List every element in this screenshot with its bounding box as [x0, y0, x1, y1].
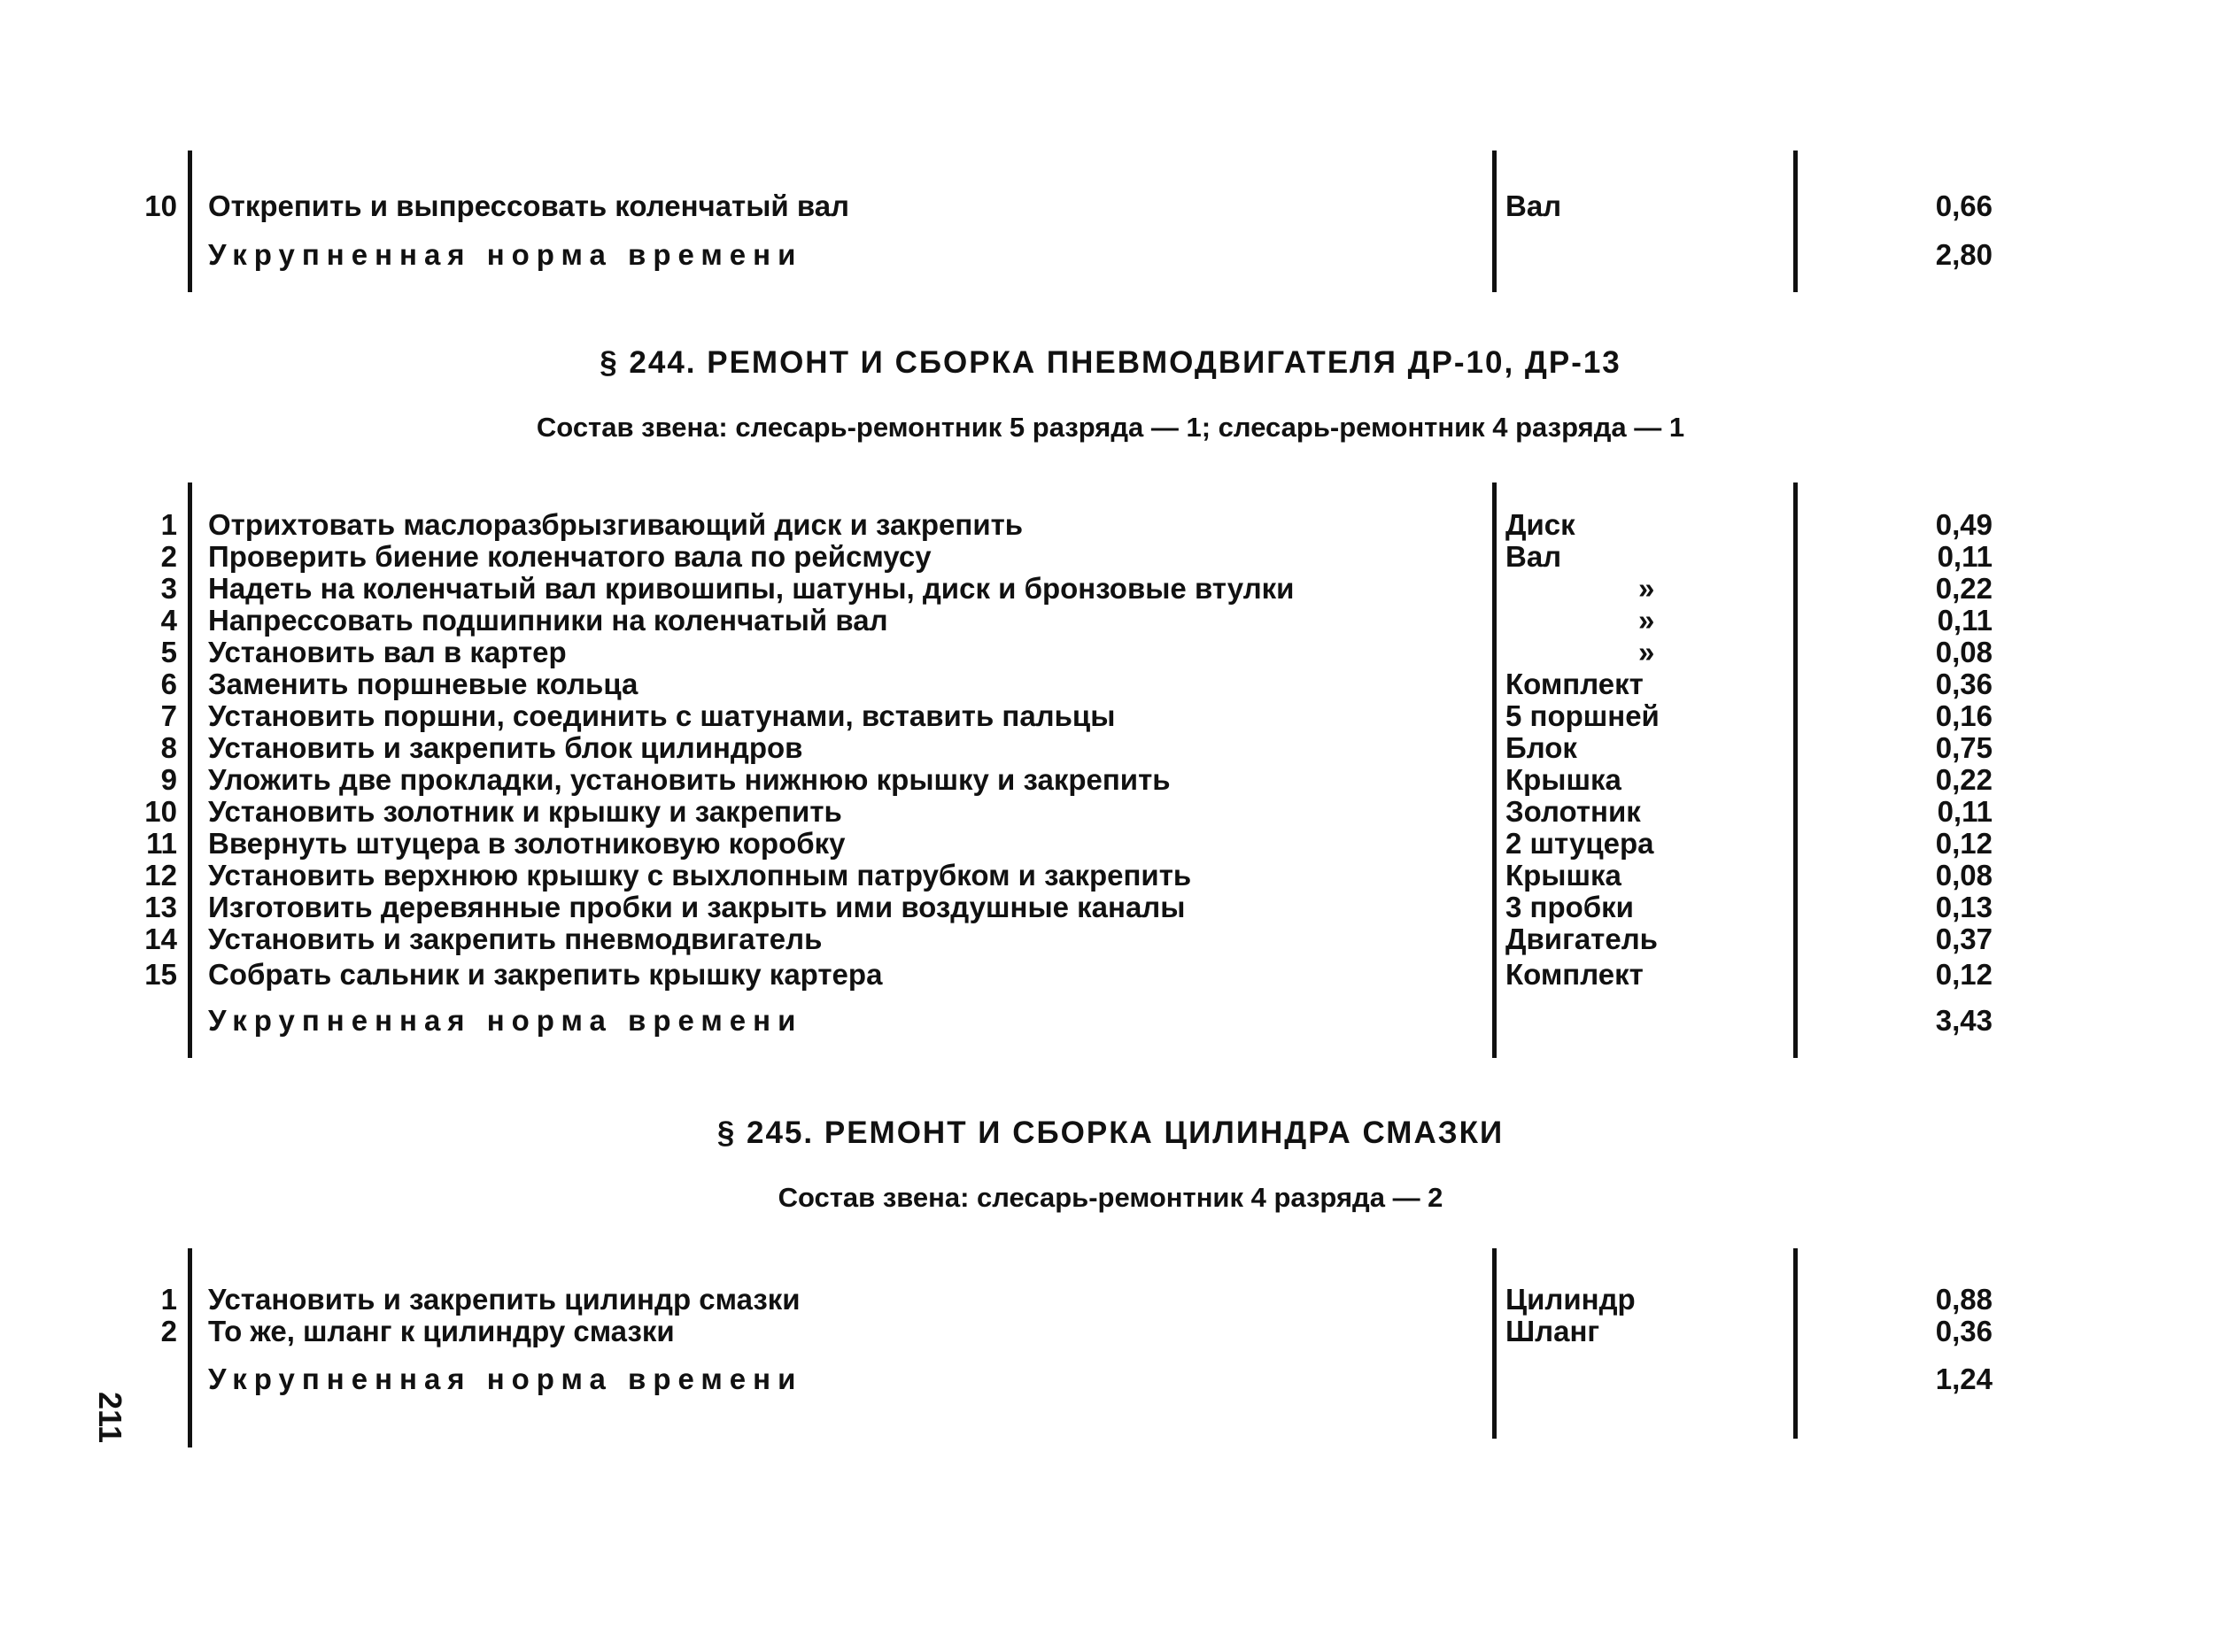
row-unit: Блок [1505, 731, 1577, 764]
row-unit: Комплект [1505, 668, 1644, 700]
table-row [133, 605, 2028, 637]
table-row [133, 573, 2028, 605]
row-value: 0,88 [1935, 1283, 1993, 1316]
crew-composition-245: Состав звена: слесарь-ремонтник 4 разряда — 2 [778, 1182, 1443, 1213]
row-value: 0,36 [1935, 668, 1993, 700]
row-value: 0,11 [1937, 604, 1993, 637]
table-row [133, 764, 2028, 796]
section-245-table [133, 1248, 2028, 1447]
top-table [133, 151, 2028, 292]
row-number: 7 [160, 699, 177, 732]
section-heading-245: § 245. РЕМОНТ И СБОРКА ЦИЛИНДРА СМАЗКИ [716, 1115, 1505, 1150]
row-number: 8 [160, 731, 177, 764]
row-unit-ditto: » [1638, 636, 1655, 668]
row-value: 0,75 [1935, 731, 1993, 764]
table-row [133, 959, 2028, 991]
table-row [133, 509, 2028, 541]
row-description: Уложить две прокладки, установить нижнюю крышку и закрепить [208, 763, 1171, 796]
total-label: Укрупненная норма времени [208, 1004, 803, 1037]
table-row [133, 1316, 2028, 1347]
total-row [133, 1005, 2028, 1037]
row-number: 4 [160, 604, 177, 637]
row-description: Отрихтовать маслоразбрызгивающий диск и закрепить [208, 508, 1024, 541]
row-unit: 3 пробки [1505, 891, 1634, 923]
row-description: Установить и закрепить блок цилиндров [208, 731, 803, 764]
row-number: 12 [144, 859, 177, 892]
row-number: 10 [144, 189, 177, 222]
total-label: Укрупненная норма времени [208, 1363, 803, 1395]
row-number: 3 [160, 572, 177, 605]
row-unit-ditto: » [1638, 604, 1655, 637]
row-value: 0,12 [1935, 958, 1993, 991]
table-row [133, 732, 2028, 764]
row-description: То же, шланг к цилиндру смазки [208, 1315, 675, 1347]
row-unit: Шланг [1505, 1315, 1600, 1347]
row-description: Напрессовать подшипники на коленчатый вал [208, 604, 888, 637]
row-value: 0,66 [1935, 189, 1993, 222]
column-divider-left [188, 1248, 192, 1447]
table-row [133, 828, 2028, 860]
total-value: 3,43 [1935, 1004, 1993, 1037]
table-row [133, 796, 2028, 828]
row-value: 0,37 [1935, 922, 1993, 955]
row-number: 14 [144, 922, 177, 955]
row-number: 2 [160, 540, 177, 573]
row-value: 0,13 [1935, 891, 1993, 923]
row-description: Ввернуть штуцера в золотниковую коробку [208, 827, 846, 860]
row-value: 0,11 [1937, 540, 1993, 573]
row-value: 0,36 [1935, 1315, 1993, 1347]
section-244-table [133, 482, 2028, 1058]
table-row [133, 1284, 2028, 1316]
row-unit-ditto: » [1638, 572, 1655, 605]
table-row [133, 668, 2028, 700]
row-value: 0,11 [1937, 795, 1993, 828]
row-unit: Диск [1505, 508, 1575, 541]
row-value: 0,16 [1935, 699, 1993, 732]
row-unit: Золотник [1505, 795, 1641, 828]
table-row [133, 190, 2028, 222]
row-description: Собрать сальник и закрепить крышку картера [208, 958, 883, 991]
total-label: Укрупненная норма времени [208, 238, 803, 271]
table-row [133, 541, 2028, 573]
row-value: 0,08 [1935, 859, 1993, 892]
table-row [133, 860, 2028, 892]
total-row [133, 1363, 2028, 1395]
row-description: Установить и закрепить цилиндр смазки [208, 1283, 801, 1316]
row-value: 0,08 [1935, 636, 1993, 668]
row-number: 15 [144, 958, 177, 991]
row-value: 0,49 [1935, 508, 1993, 541]
row-number: 1 [160, 508, 177, 541]
crew-composition-244: Состав звена: слесарь-ремонтник 5 разряда — 1; слесарь-ремонтник 4 разряда — 1 [536, 412, 1685, 443]
row-description: Открепить и выпрессовать коленчатый вал [208, 189, 850, 222]
row-description: Проверить биение коленчатого вала по рейсмусу [208, 540, 932, 573]
row-number: 11 [146, 827, 177, 860]
section-heading-244: § 244. РЕМОНТ И СБОРКА ПНЕВМОДВИГАТЕЛЯ ДР-10, ДР-13 [600, 345, 1621, 380]
row-number: 13 [144, 891, 177, 923]
row-value: 0,12 [1935, 827, 1993, 860]
row-unit: 5 поршней [1505, 699, 1660, 732]
row-description: Установить золотник и крышку и закрепить [208, 795, 842, 828]
table-row [133, 923, 2028, 955]
row-description: Надеть на коленчатый вал кривошипы, шатуны, диск и бронзовые втулки [208, 572, 1295, 605]
row-value: 0,22 [1935, 572, 1993, 605]
row-unit: Крышка [1505, 763, 1621, 796]
row-description: Заменить поршневые кольца [208, 668, 638, 700]
total-value: 2,80 [1935, 238, 1993, 271]
row-number: 10 [144, 795, 177, 828]
row-unit: Двигатель [1505, 922, 1658, 955]
row-number: 6 [160, 668, 177, 700]
row-unit: Крышка [1505, 859, 1621, 892]
row-unit: Комплект [1505, 958, 1644, 991]
row-unit: Вал [1505, 540, 1562, 573]
table-row [133, 892, 2028, 923]
row-number: 2 [160, 1315, 177, 1347]
page-number: 211 [92, 1391, 129, 1444]
row-description: Установить верхнюю крышку с выхлопным патрубком и закрепить [208, 859, 1192, 892]
row-number: 5 [160, 636, 177, 668]
row-description: Установить вал в картер [208, 636, 567, 668]
row-number: 1 [160, 1283, 177, 1316]
total-row [133, 239, 2028, 271]
table-row [133, 637, 2028, 668]
row-description: Установить поршни, соединить с шатунами, вставить пальцы [208, 699, 1116, 732]
row-value: 0,22 [1935, 763, 1993, 796]
row-description: Установить и закрепить пневмодвигатель [208, 922, 823, 955]
total-value: 1,24 [1935, 1363, 1993, 1395]
row-unit: Цилиндр [1505, 1283, 1636, 1316]
row-number: 9 [160, 763, 177, 796]
row-unit: 2 штуцера [1505, 827, 1654, 860]
table-row [133, 700, 2028, 732]
row-unit: Вал [1505, 189, 1562, 222]
row-description: Изготовить деревянные пробки и закрыть ими воздушные каналы [208, 891, 1186, 923]
